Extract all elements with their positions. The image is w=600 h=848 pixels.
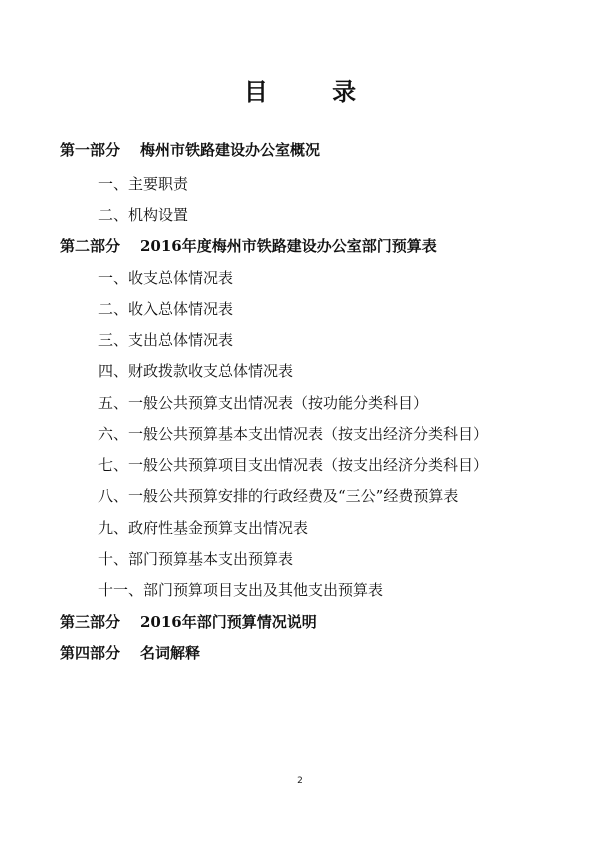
- toc-part-2: [60, 236, 437, 256]
- toc-item: 九、政府性基金预算支出情况表: [98, 519, 309, 537]
- toc-part-title: 2016年度梅州市铁路建设办公室部门预算表: [140, 237, 437, 255]
- toc-item: 二、收入总体情况表: [98, 300, 234, 318]
- toc-part-4: [60, 643, 200, 663]
- toc-item: 一、主要职责: [98, 175, 189, 193]
- page-title: 目 录: [243, 77, 385, 106]
- toc-part-3: [60, 612, 317, 632]
- toc-part-1: [60, 140, 320, 160]
- toc-item: 五、一般公共预算支出情况表（按功能分类科目）: [98, 394, 429, 412]
- toc-item: 十、部门预算基本支出预算表: [98, 550, 294, 568]
- toc-item: 八、一般公共预算安排的行政经费及“三公”经费预算表: [98, 487, 459, 505]
- toc-part-number: 第一部分: [60, 141, 121, 159]
- toc-part-number: 第二部分: [60, 237, 121, 255]
- toc-item: 六、一般公共预算基本支出情况表（按支出经济分类科目）: [98, 425, 489, 443]
- toc-item: 三、支出总体情况表: [98, 331, 234, 349]
- toc-item: 十一、部门预算项目支出及其他支出预算表: [98, 581, 384, 599]
- toc-item: 二、机构设置: [98, 206, 189, 224]
- toc-part-title: 2016年部门预算情况说明: [140, 613, 317, 631]
- toc-part-number: 第三部分: [60, 613, 121, 631]
- toc-part-number: 第四部分: [60, 644, 121, 662]
- toc-item: 七、一般公共预算项目支出情况表（按支出经济分类科目）: [98, 456, 489, 474]
- toc-part-title: 梅州市铁路建设办公室概况: [140, 141, 321, 159]
- page-number: 2: [297, 776, 303, 786]
- toc-item: 四、财政拨款收支总体情况表: [98, 362, 294, 380]
- toc-item: 一、收支总体情况表: [98, 269, 234, 287]
- toc-part-title: 名词解释: [140, 644, 201, 662]
